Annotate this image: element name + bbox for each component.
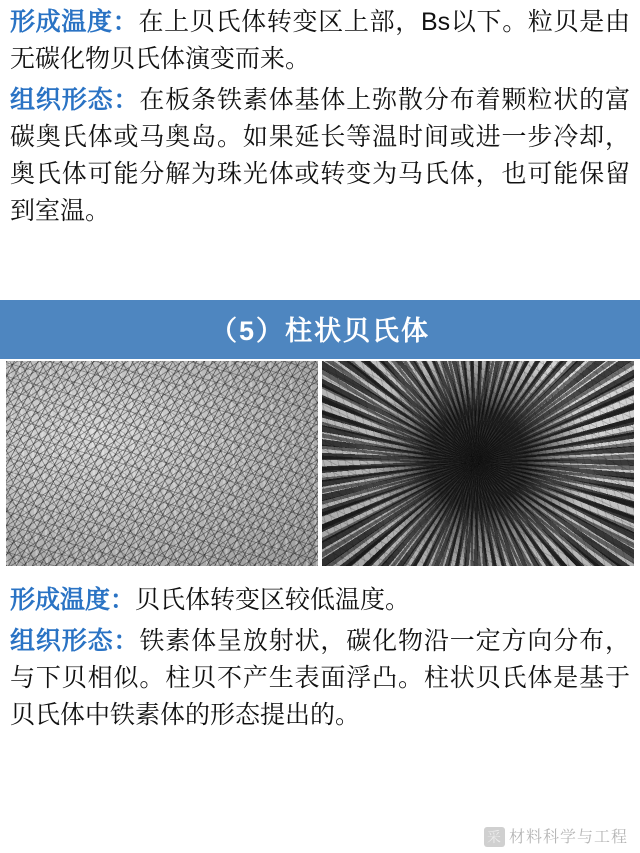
watermark-badge: 采 — [484, 827, 505, 847]
micrograph-figure-pair — [0, 361, 640, 566]
paragraph-formation-temperature-1 — [10, 4, 630, 78]
section-columnar-bainite-text — [0, 566, 640, 734]
paragraph-microstructure-1 — [10, 82, 630, 230]
paragraph-microstructure-2 — [10, 623, 630, 734]
paragraph-text-microstructure-1: 在板条铁素体基体上弥散分布着颗粒状的富碳奥氏体或马奥岛。如果延长等温时间或进一步冷却，奥氏体可能分解为珠光体或转变为马氏体，也可能保留到室温。 — [10, 86, 630, 225]
paragraph-label-microstructure-1: 组织形态： — [10, 86, 140, 114]
paragraph-label-formation-temperature-1: 形成温度： — [10, 8, 139, 36]
paragraph-label-microstructure-2: 组织形态： — [10, 627, 140, 655]
section-banner-columnar-bainite: （5）柱状贝氏体 — [0, 300, 640, 359]
paragraph-text-formation-temperature-2: 贝氏体转变区较低温度。 — [135, 586, 411, 614]
section-granular-bainite — [0, 0, 640, 230]
section-divider-space — [0, 234, 640, 300]
watermark — [484, 824, 628, 847]
watermark-text: 材料科学与工程 — [508, 829, 628, 846]
paragraph-text-formation-temperature-1: 在上贝氏体转变区上部，Bs以下。粒贝是由无碳化物贝氏体演变而来。 — [10, 8, 630, 73]
micrograph-right-image — [322, 361, 634, 566]
paragraph-label-formation-temperature-2: 形成温度： — [10, 586, 136, 614]
paragraph-formation-temperature-2 — [10, 582, 630, 619]
micrograph-left-image — [6, 361, 318, 566]
paragraph-text-microstructure-2: 铁素体呈放射状，碳化物沿一定方向分布，与下贝相似。柱贝不产生表面浮凸。柱状贝氏体是基于贝氏体中铁素体的形态提出的。 — [10, 627, 630, 729]
